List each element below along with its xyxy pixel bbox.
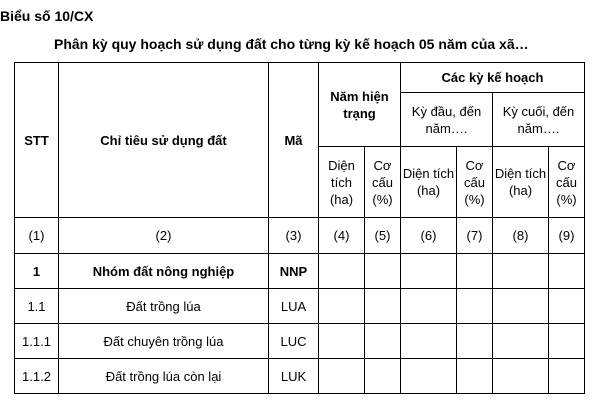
column-number: (8) xyxy=(493,218,549,254)
row-stt: 1.1.2 xyxy=(15,359,59,394)
empty-cell xyxy=(549,254,585,289)
empty-cell xyxy=(549,324,585,359)
empty-cell xyxy=(493,289,549,324)
empty-cell xyxy=(401,289,457,324)
column-number-row xyxy=(15,218,585,254)
empty-cell xyxy=(319,359,365,394)
header-stt: STT xyxy=(15,63,59,218)
empty-cell xyxy=(365,324,401,359)
row-indicator: Đất chuyên trồng lúa xyxy=(59,324,269,359)
empty-cell xyxy=(549,359,585,394)
empty-cell xyxy=(457,324,493,359)
column-number: (4) xyxy=(319,218,365,254)
header-area-first: Diện tích (ha) xyxy=(401,147,457,218)
empty-cell xyxy=(365,359,401,394)
header-area-current: Diện tích (ha) xyxy=(319,147,365,218)
row-indicator: Đất trồng lúa xyxy=(59,289,269,324)
row-code: NNP xyxy=(269,254,319,289)
column-number: (7) xyxy=(457,218,493,254)
empty-cell xyxy=(401,254,457,289)
header-current-year: Năm hiện trạng xyxy=(319,63,401,147)
empty-cell xyxy=(401,324,457,359)
header-first-period: Kỳ đầu, đến năm…. xyxy=(401,93,493,147)
header-indicator: Chỉ tiêu sử dụng đất xyxy=(59,63,269,218)
column-number: (5) xyxy=(365,218,401,254)
column-number: (9) xyxy=(549,218,585,254)
header-structure-last: Cơ cấu (%) xyxy=(549,147,585,218)
form-title: Phân kỳ quy hoạch sử dụng đất cho từng kỳ kế hoạch 05 năm của xã… xyxy=(54,36,529,52)
table-row xyxy=(15,254,585,289)
header-plan-periods: Các kỳ kế hoạch xyxy=(401,63,585,93)
land-use-table xyxy=(14,62,585,394)
empty-cell xyxy=(319,254,365,289)
empty-cell xyxy=(401,359,457,394)
column-number: (3) xyxy=(269,218,319,254)
header-code: Mã xyxy=(269,63,319,218)
header-area-last: Diện tích (ha) xyxy=(493,147,549,218)
empty-cell xyxy=(365,289,401,324)
row-stt: 1.1 xyxy=(15,289,59,324)
column-number: (2) xyxy=(59,218,269,254)
empty-cell xyxy=(549,289,585,324)
empty-cell xyxy=(319,289,365,324)
header-structure-current: Cơ cấu (%) xyxy=(365,147,401,218)
empty-cell xyxy=(457,359,493,394)
table-row xyxy=(15,359,585,394)
row-code: LUC xyxy=(269,324,319,359)
column-number: (1) xyxy=(15,218,59,254)
empty-cell xyxy=(319,324,365,359)
table-row xyxy=(15,289,585,324)
row-stt: 1 xyxy=(15,254,59,289)
table-row xyxy=(15,324,585,359)
row-code: LUK xyxy=(269,359,319,394)
empty-cell xyxy=(457,289,493,324)
row-code: LUA xyxy=(269,289,319,324)
header-last-period: Kỳ cuối, đến năm…. xyxy=(493,93,585,147)
form-code: Biểu số 10/CX xyxy=(0,8,94,24)
row-stt: 1.1.1 xyxy=(15,324,59,359)
row-indicator: Nhóm đất nông nghiệp xyxy=(59,254,269,289)
empty-cell xyxy=(365,254,401,289)
empty-cell xyxy=(493,324,549,359)
empty-cell xyxy=(493,359,549,394)
empty-cell xyxy=(457,254,493,289)
empty-cell xyxy=(493,254,549,289)
column-number: (6) xyxy=(401,218,457,254)
header-structure-first: Cơ cấu (%) xyxy=(457,147,493,218)
row-indicator: Đất trồng lúa còn lại xyxy=(59,359,269,394)
